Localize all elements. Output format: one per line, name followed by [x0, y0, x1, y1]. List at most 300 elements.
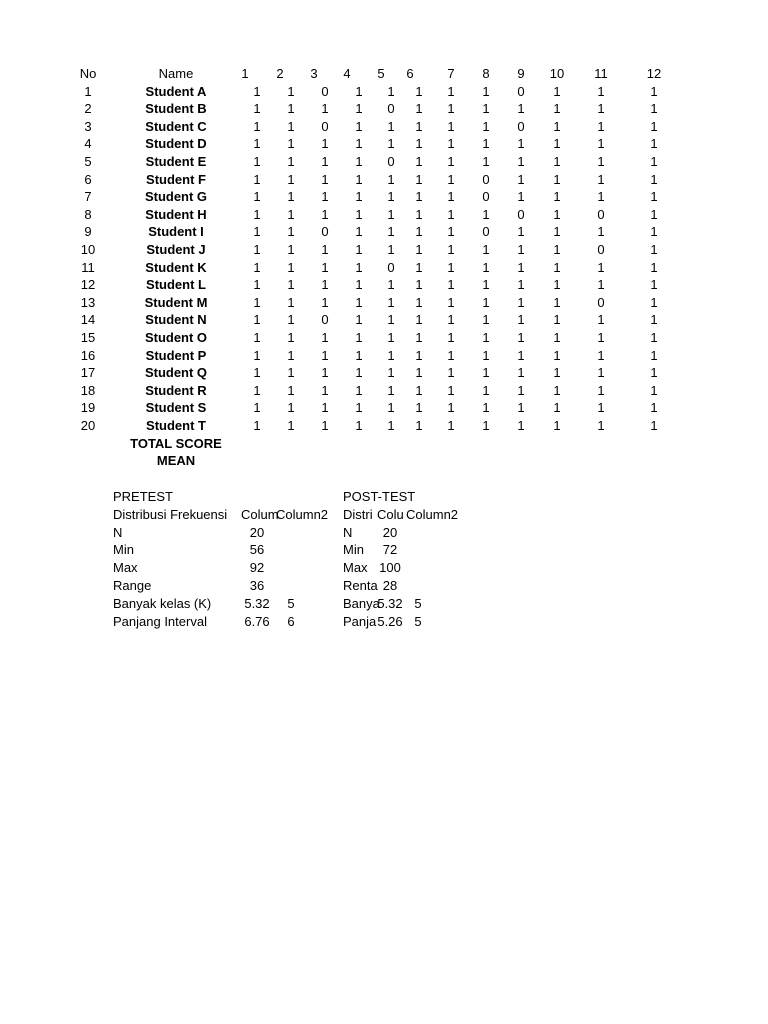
score-cell: 1 — [482, 312, 490, 328]
score-cell: 1 — [553, 418, 561, 433]
score-cell: 1 — [415, 294, 423, 310]
pretest-stat-label: Min — [113, 542, 134, 558]
score-cell: 1 — [447, 277, 455, 293]
score-cell: 1 — [553, 382, 561, 398]
score-cell: 1 — [355, 259, 363, 275]
score-cell: 0 — [597, 242, 605, 257]
score-cell: 1 — [387, 224, 395, 240]
score-cell: 1 — [447, 206, 455, 222]
row-no: 15 — [80, 330, 96, 345]
score-cell: 1 — [287, 330, 295, 345]
score-cell: 1 — [253, 154, 261, 169]
score-cell: 1 — [447, 294, 455, 310]
score-cell: 1 — [650, 83, 658, 99]
score-cell: 0 — [387, 154, 395, 169]
student-name: Student A — [145, 83, 207, 99]
posttest-stat-value: 20 — [382, 524, 398, 540]
row-no: 7 — [84, 189, 92, 205]
score-cell: 1 — [553, 330, 561, 345]
row-no: 19 — [80, 400, 96, 416]
score-cell: 1 — [387, 206, 395, 222]
score-cell: 1 — [517, 347, 525, 363]
total-score-label: TOTAL SCORE — [130, 435, 222, 451]
student-name: Student O — [144, 330, 208, 345]
score-cell: 1 — [553, 206, 561, 222]
posttest-stat-label: Banya — [343, 595, 380, 611]
score-cell: 1 — [355, 224, 363, 240]
score-cell: 1 — [597, 83, 605, 99]
score-cell: 0 — [387, 259, 395, 275]
header-item-3: 3 — [310, 66, 318, 81]
posttest-stat-value: 28 — [382, 578, 398, 593]
row-no: 10 — [80, 242, 96, 257]
score-cell: 1 — [321, 347, 329, 363]
score-cell: 1 — [287, 365, 295, 381]
score-cell: 1 — [387, 347, 395, 363]
score-cell: 1 — [355, 154, 363, 169]
score-cell: 1 — [415, 259, 423, 275]
score-cell: 1 — [321, 189, 329, 205]
score-cell: 1 — [387, 277, 395, 293]
score-cell: 1 — [355, 330, 363, 345]
score-cell: 1 — [287, 224, 295, 240]
row-no: 3 — [84, 118, 92, 134]
header-item-7: 7 — [447, 66, 455, 81]
student-name: Student H — [145, 206, 207, 222]
header-item-5: 5 — [377, 66, 385, 81]
score-cell: 1 — [650, 224, 658, 240]
score-cell: 1 — [415, 330, 423, 345]
score-cell: 1 — [517, 312, 525, 328]
score-cell: 1 — [482, 418, 490, 433]
score-cell: 1 — [321, 365, 329, 381]
row-no: 16 — [80, 347, 96, 363]
score-cell: 1 — [287, 118, 295, 134]
score-cell: 1 — [597, 154, 605, 169]
score-cell: 0 — [482, 224, 490, 240]
student-name: Student S — [145, 400, 207, 416]
posttest-stat-value2 — [408, 577, 428, 594]
score-cell: 1 — [650, 400, 658, 416]
row-no: 13 — [80, 294, 96, 310]
score-cell: 1 — [650, 330, 658, 345]
score-cell: 1 — [387, 294, 395, 310]
score-cell: 1 — [253, 277, 261, 293]
score-cell: 1 — [253, 418, 261, 433]
score-cell: 1 — [415, 154, 423, 169]
score-cell: 1 — [253, 312, 261, 328]
score-cell: 1 — [387, 400, 395, 416]
student-name: Student F — [146, 171, 206, 187]
score-cell: 1 — [597, 189, 605, 205]
row-no: 14 — [80, 312, 96, 328]
score-cell: 1 — [447, 136, 455, 152]
posttest-stat-label: Min — [343, 542, 364, 558]
score-cell: 1 — [597, 136, 605, 152]
score-cell: 1 — [287, 189, 295, 205]
row-no: 2 — [84, 101, 92, 117]
score-cell: 1 — [415, 83, 423, 99]
score-cell: 1 — [287, 382, 295, 398]
score-cell: 1 — [553, 347, 561, 363]
student-name: Student J — [146, 242, 206, 257]
score-cell: 1 — [553, 365, 561, 381]
score-cell: 1 — [517, 242, 525, 257]
score-cell: 1 — [355, 206, 363, 222]
row-no: 1 — [84, 83, 92, 99]
score-cell: 1 — [253, 224, 261, 240]
score-cell: 1 — [415, 277, 423, 293]
score-cell: 1 — [415, 347, 423, 363]
score-cell: 1 — [597, 382, 605, 398]
header-no: No — [79, 66, 97, 81]
student-name: Student P — [145, 347, 207, 363]
score-cell: 1 — [287, 347, 295, 363]
score-cell: 1 — [387, 118, 395, 134]
score-cell: 1 — [650, 136, 658, 152]
score-cell: 1 — [415, 382, 423, 398]
student-name: Student E — [145, 154, 207, 169]
score-cell: 1 — [321, 418, 329, 433]
score-cell: 1 — [447, 330, 455, 345]
score-cell: 1 — [253, 330, 261, 345]
score-cell: 1 — [553, 277, 561, 293]
score-cell: 1 — [287, 242, 295, 257]
score-cell: 0 — [482, 189, 490, 205]
score-cell: 1 — [387, 171, 395, 187]
score-cell: 0 — [482, 171, 490, 187]
score-cell: 1 — [287, 154, 295, 169]
posttest-stat-value2 — [408, 559, 428, 576]
header-name: Name — [158, 66, 194, 81]
score-cell: 1 — [321, 154, 329, 169]
score-cell: 1 — [517, 224, 525, 240]
score-cell: 1 — [321, 171, 329, 187]
score-cell: 0 — [387, 101, 395, 117]
score-cell: 1 — [447, 242, 455, 257]
score-cell: 1 — [355, 382, 363, 398]
score-cell: 1 — [253, 101, 261, 117]
score-cell: 1 — [253, 294, 261, 310]
pretest-title: PRETEST — [113, 489, 173, 504]
pretest-stat-label: Panjang Interval — [113, 613, 207, 629]
score-cell: 1 — [321, 206, 329, 222]
score-cell: 1 — [287, 101, 295, 117]
score-cell: 1 — [517, 277, 525, 293]
student-name: Student G — [144, 189, 208, 205]
score-cell: 1 — [387, 242, 395, 257]
score-cell: 1 — [287, 206, 295, 222]
score-cell: 1 — [650, 294, 658, 310]
score-cell: 1 — [447, 154, 455, 169]
score-cell: 1 — [650, 242, 658, 257]
score-cell: 1 — [597, 330, 605, 345]
score-cell: 1 — [553, 312, 561, 328]
score-cell: 1 — [415, 365, 423, 381]
score-cell: 1 — [253, 400, 261, 416]
row-no: 17 — [80, 365, 96, 381]
row-no: 4 — [84, 136, 92, 152]
score-cell: 1 — [597, 365, 605, 381]
score-cell: 1 — [517, 330, 525, 345]
score-cell: 1 — [650, 118, 658, 134]
score-cell: 1 — [553, 154, 561, 169]
pretest-stat-value: 6.76 — [244, 613, 270, 629]
score-cell: 1 — [415, 418, 423, 433]
pretest-stat-value: 20 — [249, 524, 265, 540]
score-cell: 1 — [355, 400, 363, 416]
score-cell: 1 — [650, 189, 658, 205]
score-cell: 1 — [387, 189, 395, 205]
pretest-stat-value: 92 — [249, 560, 265, 576]
score-cell: 1 — [253, 365, 261, 381]
score-cell: 1 — [287, 259, 295, 275]
score-cell: 1 — [650, 206, 658, 222]
pretest-stat-value2 — [281, 524, 301, 541]
score-cell: 1 — [321, 136, 329, 152]
score-cell: 1 — [355, 365, 363, 381]
posttest-header-label: Distri — [343, 506, 373, 522]
score-cell: 1 — [553, 259, 561, 275]
score-cell: 1 — [517, 189, 525, 205]
posttest-stat-value2: 5 — [414, 595, 422, 611]
score-cell: 1 — [447, 382, 455, 398]
row-no: 9 — [84, 224, 92, 240]
score-cell: 1 — [415, 189, 423, 205]
score-cell: 1 — [447, 118, 455, 134]
score-cell: 1 — [387, 418, 395, 433]
score-cell: 1 — [287, 400, 295, 416]
score-cell: 1 — [482, 118, 490, 134]
score-cell: 1 — [482, 277, 490, 293]
score-cell: 1 — [253, 83, 261, 99]
header-item-4: 4 — [343, 66, 351, 81]
score-cell: 1 — [597, 418, 605, 433]
student-name: Student M — [144, 294, 208, 310]
score-cell: 1 — [355, 294, 363, 310]
score-cell: 1 — [287, 83, 295, 99]
header-item-2: 2 — [276, 66, 284, 81]
row-no: 12 — [80, 277, 96, 293]
score-cell: 1 — [287, 294, 295, 310]
score-cell: 1 — [482, 83, 490, 99]
score-cell: 1 — [287, 418, 295, 433]
pretest-stat-value: 36 — [249, 578, 265, 593]
score-cell: 0 — [517, 206, 525, 222]
score-cell: 1 — [553, 83, 561, 99]
score-cell: 1 — [415, 312, 423, 328]
score-cell: 1 — [553, 136, 561, 152]
score-cell: 1 — [415, 206, 423, 222]
score-cell: 0 — [321, 83, 329, 99]
posttest-stat-label: Panja — [343, 613, 377, 629]
score-cell: 1 — [321, 330, 329, 345]
score-cell: 1 — [321, 101, 329, 117]
score-cell: 1 — [321, 400, 329, 416]
score-cell: 0 — [517, 118, 525, 134]
score-cell: 1 — [415, 118, 423, 134]
pretest-stat-value2: 6 — [287, 613, 295, 629]
score-cell: 1 — [321, 242, 329, 257]
score-cell: 1 — [253, 118, 261, 134]
score-cell: 1 — [447, 83, 455, 99]
row-no: 8 — [84, 206, 92, 222]
score-cell: 1 — [553, 118, 561, 134]
score-cell: 1 — [553, 294, 561, 310]
score-cell: 1 — [387, 312, 395, 328]
posttest-stat-label: N — [343, 524, 353, 540]
header-item-11: 11 — [594, 66, 608, 81]
posttest-stat-value2 — [408, 541, 428, 558]
score-cell: 1 — [597, 277, 605, 293]
score-cell: 1 — [321, 259, 329, 275]
score-cell: 1 — [415, 400, 423, 416]
score-cell: 1 — [517, 101, 525, 117]
score-cell: 1 — [447, 365, 455, 381]
student-name: Student R — [145, 382, 207, 398]
score-cell: 1 — [650, 312, 658, 328]
posttest-stat-value: 5.26 — [377, 613, 403, 629]
posttest-stat-label: Max — [343, 560, 368, 576]
score-cell: 1 — [355, 189, 363, 205]
posttest-stat-value2: 5 — [414, 613, 422, 629]
score-cell: 1 — [355, 101, 363, 117]
posttest-stat-value2 — [408, 524, 428, 541]
score-cell: 1 — [597, 224, 605, 240]
score-cell: 1 — [517, 400, 525, 416]
pretest-stat-label: Range — [113, 578, 152, 593]
header-item-1: 1 — [241, 66, 249, 81]
student-name: Student K — [145, 259, 207, 275]
score-cell: 1 — [650, 154, 658, 169]
score-cell: 1 — [553, 224, 561, 240]
score-cell: 1 — [597, 118, 605, 134]
score-cell: 1 — [287, 171, 295, 187]
score-cell: 1 — [553, 242, 561, 257]
score-cell: 1 — [447, 418, 455, 433]
score-cell: 1 — [321, 382, 329, 398]
score-cell: 1 — [321, 277, 329, 293]
score-cell: 1 — [355, 347, 363, 363]
score-cell: 0 — [321, 224, 329, 240]
pretest-header-label: Distribusi Frekuensi — [113, 506, 228, 522]
posttest-stat-value: 5.32 — [377, 595, 403, 611]
header-item-10: 10 — [549, 66, 565, 81]
score-cell: 1 — [355, 242, 363, 257]
row-no: 6 — [84, 171, 92, 187]
score-cell: 1 — [482, 294, 490, 310]
score-cell: 1 — [553, 400, 561, 416]
score-cell: 1 — [447, 101, 455, 117]
score-cell: 1 — [447, 400, 455, 416]
score-cell: 1 — [482, 242, 490, 257]
score-cell: 1 — [597, 171, 605, 187]
score-cell: 1 — [287, 312, 295, 328]
score-cell: 1 — [650, 259, 658, 275]
score-cell: 1 — [553, 101, 561, 117]
score-cell: 1 — [321, 294, 329, 310]
score-cell: 1 — [355, 171, 363, 187]
score-cell: 1 — [482, 101, 490, 117]
score-cell: 1 — [355, 312, 363, 328]
score-cell: 1 — [517, 365, 525, 381]
row-no: 5 — [84, 154, 92, 169]
score-cell: 1 — [482, 365, 490, 381]
row-no: 11 — [81, 259, 95, 275]
score-cell: 1 — [415, 136, 423, 152]
score-cell: 1 — [597, 259, 605, 275]
score-cell: 1 — [482, 330, 490, 345]
score-cell: 1 — [355, 277, 363, 293]
score-cell: 1 — [482, 206, 490, 222]
score-cell: 1 — [447, 171, 455, 187]
score-cell: 1 — [517, 294, 525, 310]
score-cell: 1 — [415, 242, 423, 257]
pretest-stat-value: 5.32 — [244, 595, 270, 611]
score-cell: 1 — [517, 259, 525, 275]
score-cell: 1 — [482, 400, 490, 416]
score-cell: 1 — [387, 382, 395, 398]
score-cell: 1 — [253, 242, 261, 257]
header-item-8: 8 — [482, 66, 490, 81]
student-name: Student T — [146, 418, 206, 433]
score-cell: 1 — [482, 382, 490, 398]
score-cell: 1 — [355, 83, 363, 99]
pretest-stat-label: Banyak kelas (K) — [113, 595, 212, 611]
student-name: Student D — [145, 136, 207, 152]
score-cell: 1 — [447, 259, 455, 275]
posttest-stat-value: 72 — [382, 542, 398, 558]
score-cell: 1 — [415, 171, 423, 187]
score-cell: 1 — [355, 418, 363, 433]
posttest-stat-value: 100 — [379, 560, 401, 576]
score-cell: 1 — [517, 171, 525, 187]
score-cell: 1 — [517, 136, 525, 152]
score-cell: 1 — [650, 277, 658, 293]
header-item-9: 9 — [517, 66, 525, 81]
score-cell: 1 — [517, 382, 525, 398]
pretest-stat-label: Max — [113, 560, 138, 576]
posttest-title: POST-TEST — [343, 489, 416, 504]
score-cell: 1 — [597, 400, 605, 416]
score-cell: 1 — [387, 83, 395, 99]
header-item-6: 6 — [406, 66, 414, 81]
score-cell: 1 — [253, 171, 261, 187]
score-cell: 1 — [415, 101, 423, 117]
score-cell: 0 — [321, 118, 329, 134]
score-cell: 1 — [482, 136, 490, 152]
score-cell: 1 — [253, 206, 261, 222]
score-cell: 1 — [482, 259, 490, 275]
score-cell: 1 — [517, 418, 525, 433]
score-cell: 1 — [253, 259, 261, 275]
row-no: 20 — [80, 418, 96, 433]
score-cell: 1 — [415, 224, 423, 240]
pretest-stat-value2 — [281, 559, 301, 576]
score-cell: 1 — [287, 277, 295, 293]
posttest-header-col1: Colu — [377, 506, 404, 522]
score-cell: 1 — [355, 136, 363, 152]
score-cell: 0 — [517, 83, 525, 99]
student-name: Student C — [145, 118, 207, 134]
score-cell: 1 — [597, 101, 605, 117]
score-cell: 1 — [387, 365, 395, 381]
score-cell: 1 — [253, 347, 261, 363]
student-name: Student B — [145, 101, 207, 117]
score-cell: 1 — [253, 382, 261, 398]
score-cell: 1 — [597, 347, 605, 363]
score-cell: 1 — [650, 101, 658, 117]
